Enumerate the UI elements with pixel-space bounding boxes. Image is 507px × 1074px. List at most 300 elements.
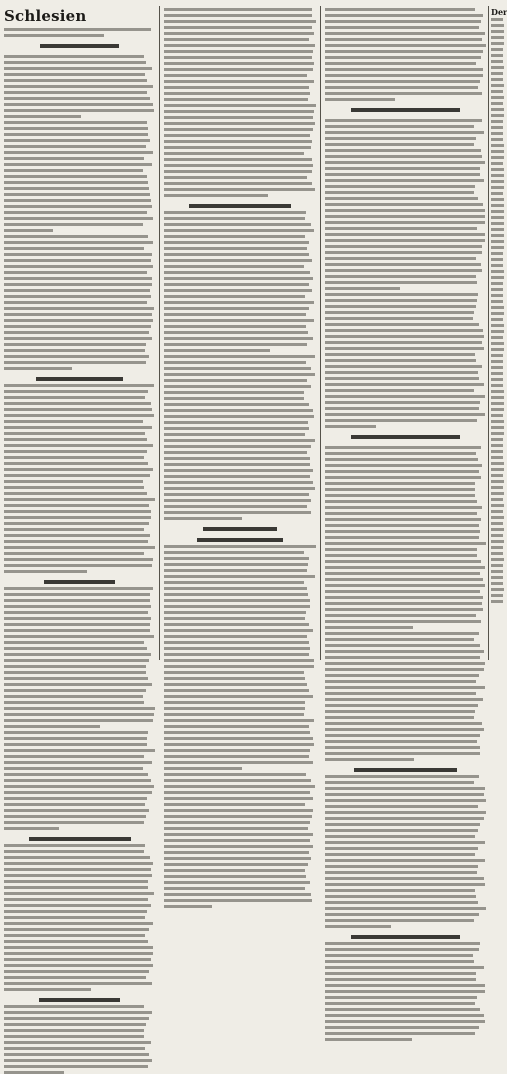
text-line [325, 488, 475, 491]
text-line [4, 910, 147, 913]
text-line [4, 420, 143, 423]
text-line [4, 396, 145, 399]
text-line [491, 294, 503, 297]
text-line [325, 287, 400, 290]
text-line [4, 928, 149, 931]
text-line [325, 506, 482, 509]
text-line [4, 528, 144, 531]
text-line [325, 1026, 479, 1029]
text-line [164, 593, 308, 596]
text-line [29, 837, 131, 841]
text-line [4, 534, 150, 537]
text-line [325, 137, 476, 140]
text-line [325, 512, 477, 515]
text-line [4, 61, 146, 64]
text-line [164, 875, 306, 878]
text-line [325, 221, 485, 224]
text-line [4, 193, 150, 196]
text-line [164, 253, 309, 256]
text-line [491, 492, 504, 495]
text-line [325, 419, 477, 422]
text-line [491, 312, 504, 315]
text-line [4, 277, 152, 280]
text-line [4, 916, 145, 919]
text-line [164, 677, 305, 680]
text-line [4, 707, 155, 710]
text-line [4, 283, 152, 286]
text-line [4, 522, 149, 525]
text-line [325, 752, 480, 755]
text-line [4, 34, 104, 37]
text-line [4, 450, 147, 453]
text-line [4, 97, 150, 100]
text-line [4, 504, 149, 507]
text-line [164, 74, 307, 77]
text-line [4, 719, 153, 722]
text-line [4, 815, 146, 818]
text-line [4, 886, 148, 889]
text-line [491, 510, 503, 513]
text-line [164, 277, 313, 280]
text-line [491, 78, 503, 81]
text-line [325, 966, 484, 969]
text-line [4, 402, 151, 405]
text-line [325, 662, 485, 665]
text-line [4, 988, 91, 991]
text-line [164, 265, 304, 268]
text-line [4, 205, 152, 208]
text-line [4, 587, 153, 590]
text-line [325, 799, 486, 802]
text-line [491, 396, 504, 399]
text-line [203, 527, 277, 531]
text-line [4, 558, 153, 561]
text-line [325, 972, 476, 975]
text-line [4, 785, 154, 788]
text-line [325, 413, 485, 416]
text-line [491, 84, 504, 87]
text-line [325, 895, 476, 898]
text-line [4, 850, 144, 853]
text-line [325, 395, 485, 398]
text-line [325, 197, 478, 200]
text-line [164, 211, 306, 214]
text-line [4, 946, 153, 949]
text-line [325, 86, 478, 89]
text-line [491, 336, 503, 339]
text-line [325, 889, 475, 892]
text-line [4, 355, 149, 358]
text-line [164, 551, 304, 554]
text-line [164, 481, 313, 484]
text-line [491, 132, 503, 135]
text-line [491, 504, 504, 507]
text-line [164, 641, 309, 644]
text-line [491, 594, 503, 597]
text-line [491, 168, 504, 171]
text-line [325, 758, 414, 761]
text-line [164, 385, 311, 388]
text-line [4, 468, 153, 471]
text-line [164, 797, 313, 800]
text-line [325, 263, 481, 266]
text-line [4, 880, 148, 883]
text-line [4, 325, 151, 328]
text-line [164, 349, 270, 352]
text-line [4, 803, 145, 806]
text-line [4, 564, 152, 567]
text-line [4, 145, 146, 148]
text-line [4, 749, 155, 752]
text-line [4, 85, 153, 88]
text-line [351, 935, 459, 939]
column-three [325, 8, 486, 658]
text-line [4, 689, 146, 692]
text-line [491, 498, 503, 501]
text-line [4, 1047, 145, 1050]
text-line [164, 881, 310, 884]
text-line [4, 151, 153, 154]
text-line [164, 176, 307, 179]
text-line [491, 180, 504, 183]
text-line [491, 48, 503, 51]
text-line [325, 668, 484, 671]
text-line [4, 331, 149, 334]
text-line [4, 862, 153, 865]
text-line [164, 557, 309, 560]
text-line [164, 56, 312, 59]
text-line [164, 403, 309, 406]
text-line [325, 620, 481, 623]
text-line [491, 276, 504, 279]
text-line [164, 575, 315, 578]
text-line [164, 505, 307, 508]
text-line [4, 934, 145, 937]
text-line [325, 632, 479, 635]
text-line [164, 361, 306, 364]
text-line [325, 829, 478, 832]
text-line [325, 452, 476, 455]
text-line [164, 164, 313, 167]
text-line [164, 295, 305, 298]
text-line [491, 348, 504, 351]
text-line [491, 288, 503, 291]
text-line [325, 578, 483, 581]
text-line [491, 204, 504, 207]
text-line [4, 462, 148, 465]
text-line [325, 215, 485, 218]
text-line [491, 156, 504, 159]
text-line [491, 210, 504, 213]
text-line [164, 773, 306, 776]
text-line [164, 623, 309, 626]
text-line [325, 811, 486, 814]
text-line [164, 188, 315, 191]
text-line [4, 1041, 151, 1044]
text-line [164, 337, 313, 340]
text-line [325, 841, 485, 844]
text-line [164, 26, 312, 29]
text-line [4, 1065, 148, 1068]
text-line [4, 970, 149, 973]
text-line [325, 536, 479, 539]
text-line [491, 366, 503, 369]
text-line [491, 420, 504, 423]
text-line [4, 635, 154, 638]
text-line [491, 516, 504, 519]
text-line [325, 793, 484, 796]
text-line [4, 498, 155, 501]
text-line [4, 384, 154, 387]
text-line [325, 173, 480, 176]
text-line [491, 588, 504, 591]
text-line [491, 42, 504, 45]
text-line [325, 74, 483, 77]
text-line [325, 464, 482, 467]
text-line [4, 546, 155, 549]
text-line [491, 270, 504, 273]
text-line [4, 456, 144, 459]
text-line [325, 458, 478, 461]
text-line [325, 245, 482, 248]
text-line [4, 367, 72, 370]
text-line [4, 659, 149, 662]
text-line [4, 426, 152, 429]
text-line [325, 359, 476, 362]
text-line [164, 821, 310, 824]
text-line [491, 60, 503, 63]
text-line [351, 435, 460, 439]
text-line [325, 470, 479, 473]
text-line [4, 779, 151, 782]
text-line [351, 108, 461, 112]
text-line [325, 80, 480, 83]
text-line [491, 552, 503, 555]
text-line [4, 904, 151, 907]
text-line [4, 671, 146, 674]
text-line [4, 773, 148, 776]
text-line [164, 493, 309, 496]
text-line [325, 787, 485, 790]
text-line [325, 919, 474, 922]
text-line [325, 353, 475, 356]
text-line [164, 899, 312, 902]
text-line [325, 275, 476, 278]
text-line [4, 892, 154, 895]
text-line [325, 775, 479, 778]
text-line [325, 401, 480, 404]
text-line [325, 281, 477, 284]
text-line [491, 186, 504, 189]
text-line [325, 185, 475, 188]
text-line [164, 605, 310, 608]
text-line [164, 50, 313, 53]
text-line [325, 293, 478, 296]
text-line [325, 1020, 485, 1023]
text-line [325, 572, 480, 575]
text-line [164, 707, 305, 710]
text-line [4, 432, 145, 435]
text-line [325, 125, 474, 128]
text-line [164, 445, 311, 448]
text-line [164, 689, 309, 692]
text-line [491, 108, 504, 111]
section-masthead: Schlesien [4, 7, 87, 25]
text-line [164, 749, 310, 752]
text-line [164, 379, 307, 382]
text-line [164, 421, 308, 424]
text-line [4, 940, 148, 943]
text-line [491, 258, 503, 261]
text-line [325, 823, 480, 826]
text-line [325, 14, 483, 17]
text-line [325, 389, 474, 392]
text-line [4, 540, 148, 543]
text-line [4, 175, 147, 178]
text-line [491, 240, 504, 243]
text-line [325, 191, 474, 194]
text-line [491, 342, 504, 345]
text-line [164, 581, 304, 584]
text-line [491, 264, 503, 267]
text-line [325, 626, 413, 629]
text-line [164, 128, 313, 131]
text-line [4, 844, 145, 847]
text-line [164, 791, 310, 794]
text-line [491, 120, 503, 123]
text-line [4, 868, 151, 871]
text-line [164, 755, 309, 758]
column-two [164, 8, 316, 658]
text-line [164, 833, 313, 836]
text-line [325, 500, 477, 503]
text-line [4, 665, 146, 668]
text-line [491, 72, 503, 75]
text-line [325, 948, 479, 951]
text-line [164, 229, 314, 232]
text-line [4, 157, 144, 160]
text-line [164, 307, 309, 310]
text-line [491, 144, 504, 147]
text-line [325, 614, 476, 617]
text-line [4, 922, 153, 925]
text-line [164, 719, 314, 722]
text-line [325, 692, 476, 695]
text-line [4, 683, 152, 686]
text-line [4, 1059, 152, 1062]
column-two-text [164, 8, 316, 908]
text-line [325, 560, 481, 563]
text-line [164, 146, 311, 149]
text-line [491, 438, 503, 441]
text-line [4, 223, 143, 226]
text-line [164, 8, 312, 11]
text-line [4, 253, 152, 256]
text-line [4, 713, 154, 716]
text-line [4, 408, 152, 411]
column-three-text [325, 8, 486, 1041]
text-line [4, 570, 87, 573]
text-line [325, 257, 476, 260]
text-line [164, 499, 311, 502]
text-line [325, 446, 481, 449]
text-line [164, 367, 311, 370]
text-line [164, 319, 314, 322]
text-line [491, 330, 504, 333]
text-line [4, 1005, 144, 1008]
text-line [4, 438, 147, 441]
text-line [164, 301, 314, 304]
text-line [4, 731, 148, 734]
text-line [4, 271, 147, 274]
text-line [189, 204, 290, 208]
text-line [325, 728, 484, 731]
text-line [491, 150, 504, 153]
text-line [4, 701, 144, 704]
text-line [325, 1002, 475, 1005]
text-line [325, 638, 474, 641]
text-line [325, 482, 475, 485]
text-line [325, 425, 376, 428]
text-line [164, 194, 268, 197]
text-line [491, 432, 504, 435]
text-line [491, 576, 503, 579]
text-line [164, 599, 310, 602]
text-line [164, 331, 308, 334]
text-line [4, 343, 146, 346]
text-line [164, 761, 313, 764]
text-line [4, 976, 146, 979]
text-line [4, 1017, 149, 1020]
text-line [4, 91, 147, 94]
text-line [325, 227, 477, 230]
text-line [164, 839, 310, 842]
text-line [491, 318, 503, 321]
text-line [4, 982, 152, 985]
text-line [325, 686, 485, 689]
text-line [325, 239, 485, 242]
text-line [36, 377, 123, 381]
text-line [164, 653, 309, 656]
text-line [325, 847, 478, 850]
text-line [164, 563, 308, 566]
text-line [325, 341, 482, 344]
text-line [491, 456, 503, 459]
text-line [491, 192, 503, 195]
text-line [325, 960, 474, 963]
text-line [4, 127, 148, 130]
text-line [4, 617, 151, 620]
text-line [491, 18, 503, 21]
text-line [325, 984, 485, 987]
text-line [4, 265, 153, 268]
text-line [491, 54, 503, 57]
text-line [491, 90, 503, 93]
text-line [325, 494, 475, 497]
text-line [491, 246, 504, 249]
text-line [164, 737, 313, 740]
text-line [4, 181, 148, 184]
text-line [164, 38, 309, 41]
text-line [4, 827, 59, 830]
text-line [164, 671, 304, 674]
text-line [164, 433, 305, 436]
text-line [325, 584, 485, 587]
text-line [325, 554, 477, 557]
text-line [4, 67, 152, 70]
text-line [325, 32, 485, 35]
text-line [164, 475, 310, 478]
